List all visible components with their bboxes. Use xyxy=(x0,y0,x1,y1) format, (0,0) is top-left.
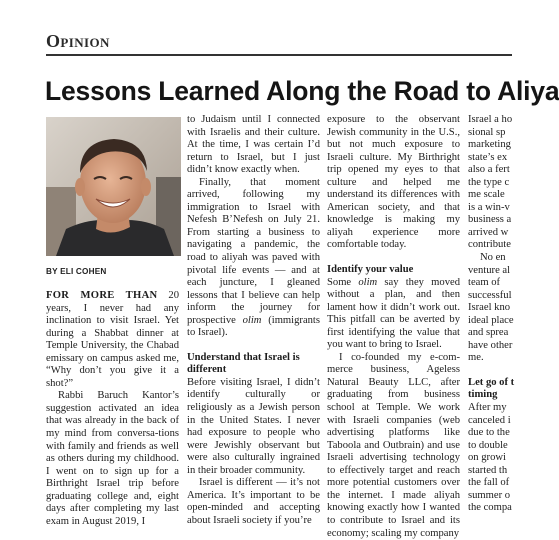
line: me. xyxy=(468,352,484,364)
line: and sprea xyxy=(468,327,509,339)
line: After my xyxy=(468,402,507,414)
line: the compa xyxy=(468,502,512,514)
line: canceled i xyxy=(468,414,511,426)
paragraph: exposure to the observant Jewish community in the U.S., but not much exposure to Israeli culture. My Birthright trip opened my eyes to that culture and helped me understand its differences with American society, and that knowledge is making my aliyah experience more comfortable today. xyxy=(327,114,460,251)
lead-in: FOR MORE THAN xyxy=(46,290,158,301)
line: business a xyxy=(468,214,512,226)
paragraph: to Judaism until I connected with Israelis and their culture. At the time, I was certain I’d return to Israel, but I just didn’t know exactly when. xyxy=(187,114,320,176)
subheading: Understand that Israel is different xyxy=(187,351,300,376)
line: Israel a ho xyxy=(468,114,513,125)
paragraph: 20 years, I never had any inclination to visit Israel. Yet during a Shabbat dinner at Temple University, the Chabad emissary on campus asked me, “Why don’t you give it a shot?” xyxy=(46,290,179,389)
line: marketing xyxy=(468,139,511,151)
article-headline: Lessons Learned Along the Road to Aliya xyxy=(45,76,559,106)
line: summer o xyxy=(468,489,511,501)
line: Israel kno xyxy=(468,302,511,314)
line: venture al xyxy=(468,264,511,276)
author-portrait-illustration xyxy=(46,117,181,256)
paragraph: Some olim say they moved without a plan, and then lament how it didn’t work out. This pitfall can be averted by first identifying the value that you want to bring to Israel. xyxy=(327,276,461,351)
paragraph: Rabbi Baruch Kantor’s suggestion activated an idea that was already in the back of my mind from conversa-tions with family and friends as well as others during my childhood. I went on to sign up for a Birthright Israel trip before graduating college and, eight days after completing my last exam in August 2019, I xyxy=(46,390,179,527)
article-column-2 xyxy=(187,114,321,526)
line: contribute xyxy=(468,239,511,251)
line: due to the xyxy=(468,427,510,439)
line: successful xyxy=(468,289,512,301)
line: arrived w xyxy=(468,226,509,238)
line: team of xyxy=(468,277,501,289)
line: the fall of xyxy=(468,477,510,489)
paragraph: Before visiting Israel, I didn’t identify culturally or religiously as a Jewish person in the United States. I never had exposure to people who were Jewishly observant but were also culturally ingrained in their broader community. xyxy=(187,376,320,476)
article-column-4-cropped xyxy=(468,114,528,512)
line: me scale xyxy=(468,189,505,201)
line: on growi xyxy=(468,452,506,464)
line: ideal place xyxy=(468,314,514,326)
section-rule xyxy=(46,54,512,56)
paragraph: I co-founded my e-com-merce business, Ageless Natural Beauty LLC, after graduating from business school at Temple. We work with Israeli companies (web advertising platforms like Taboola and Outbrain) and use Israeli advertising technology to effectively target and reach more potential customers over the internet. I made aliyah knowing exactly how I wanted to contribute to Israel and its economy; scaling my company xyxy=(327,351,460,539)
line: have other xyxy=(468,339,513,351)
line: is a win-v xyxy=(468,201,510,213)
line: to double xyxy=(468,439,508,451)
subheading: Identify your value xyxy=(327,264,414,276)
article-column-1 xyxy=(46,290,179,527)
line: sional sp xyxy=(468,126,506,138)
subheading-line: Let go of t xyxy=(468,376,515,388)
line: also a fert xyxy=(468,164,510,176)
author-photo xyxy=(46,117,181,256)
line: No en xyxy=(480,252,506,264)
line: state’s ex xyxy=(468,151,508,163)
byline: BY ELI COHEN xyxy=(46,267,107,276)
paragraph: Finally, that moment arrived, following my immigration to Israel with Nefesh B’Nefesh on July 21. From starting a business to navigating a pandemic, the road to aliyah was paved with pivotal life events — and at each juncture, I gleaned lessons that I believe can help inform the journey for prospective olim (immigrants to Israel). xyxy=(187,176,321,339)
article-column-3 xyxy=(327,114,461,539)
subheading-line: timing xyxy=(468,389,498,401)
line: started th xyxy=(468,464,508,476)
section-label: Opinion xyxy=(46,31,110,51)
line: the type c xyxy=(468,176,510,188)
paragraph: Israel is different — it’s not America. It’s important to be open-minded and accepting about Israeli society if you’re xyxy=(187,477,320,526)
